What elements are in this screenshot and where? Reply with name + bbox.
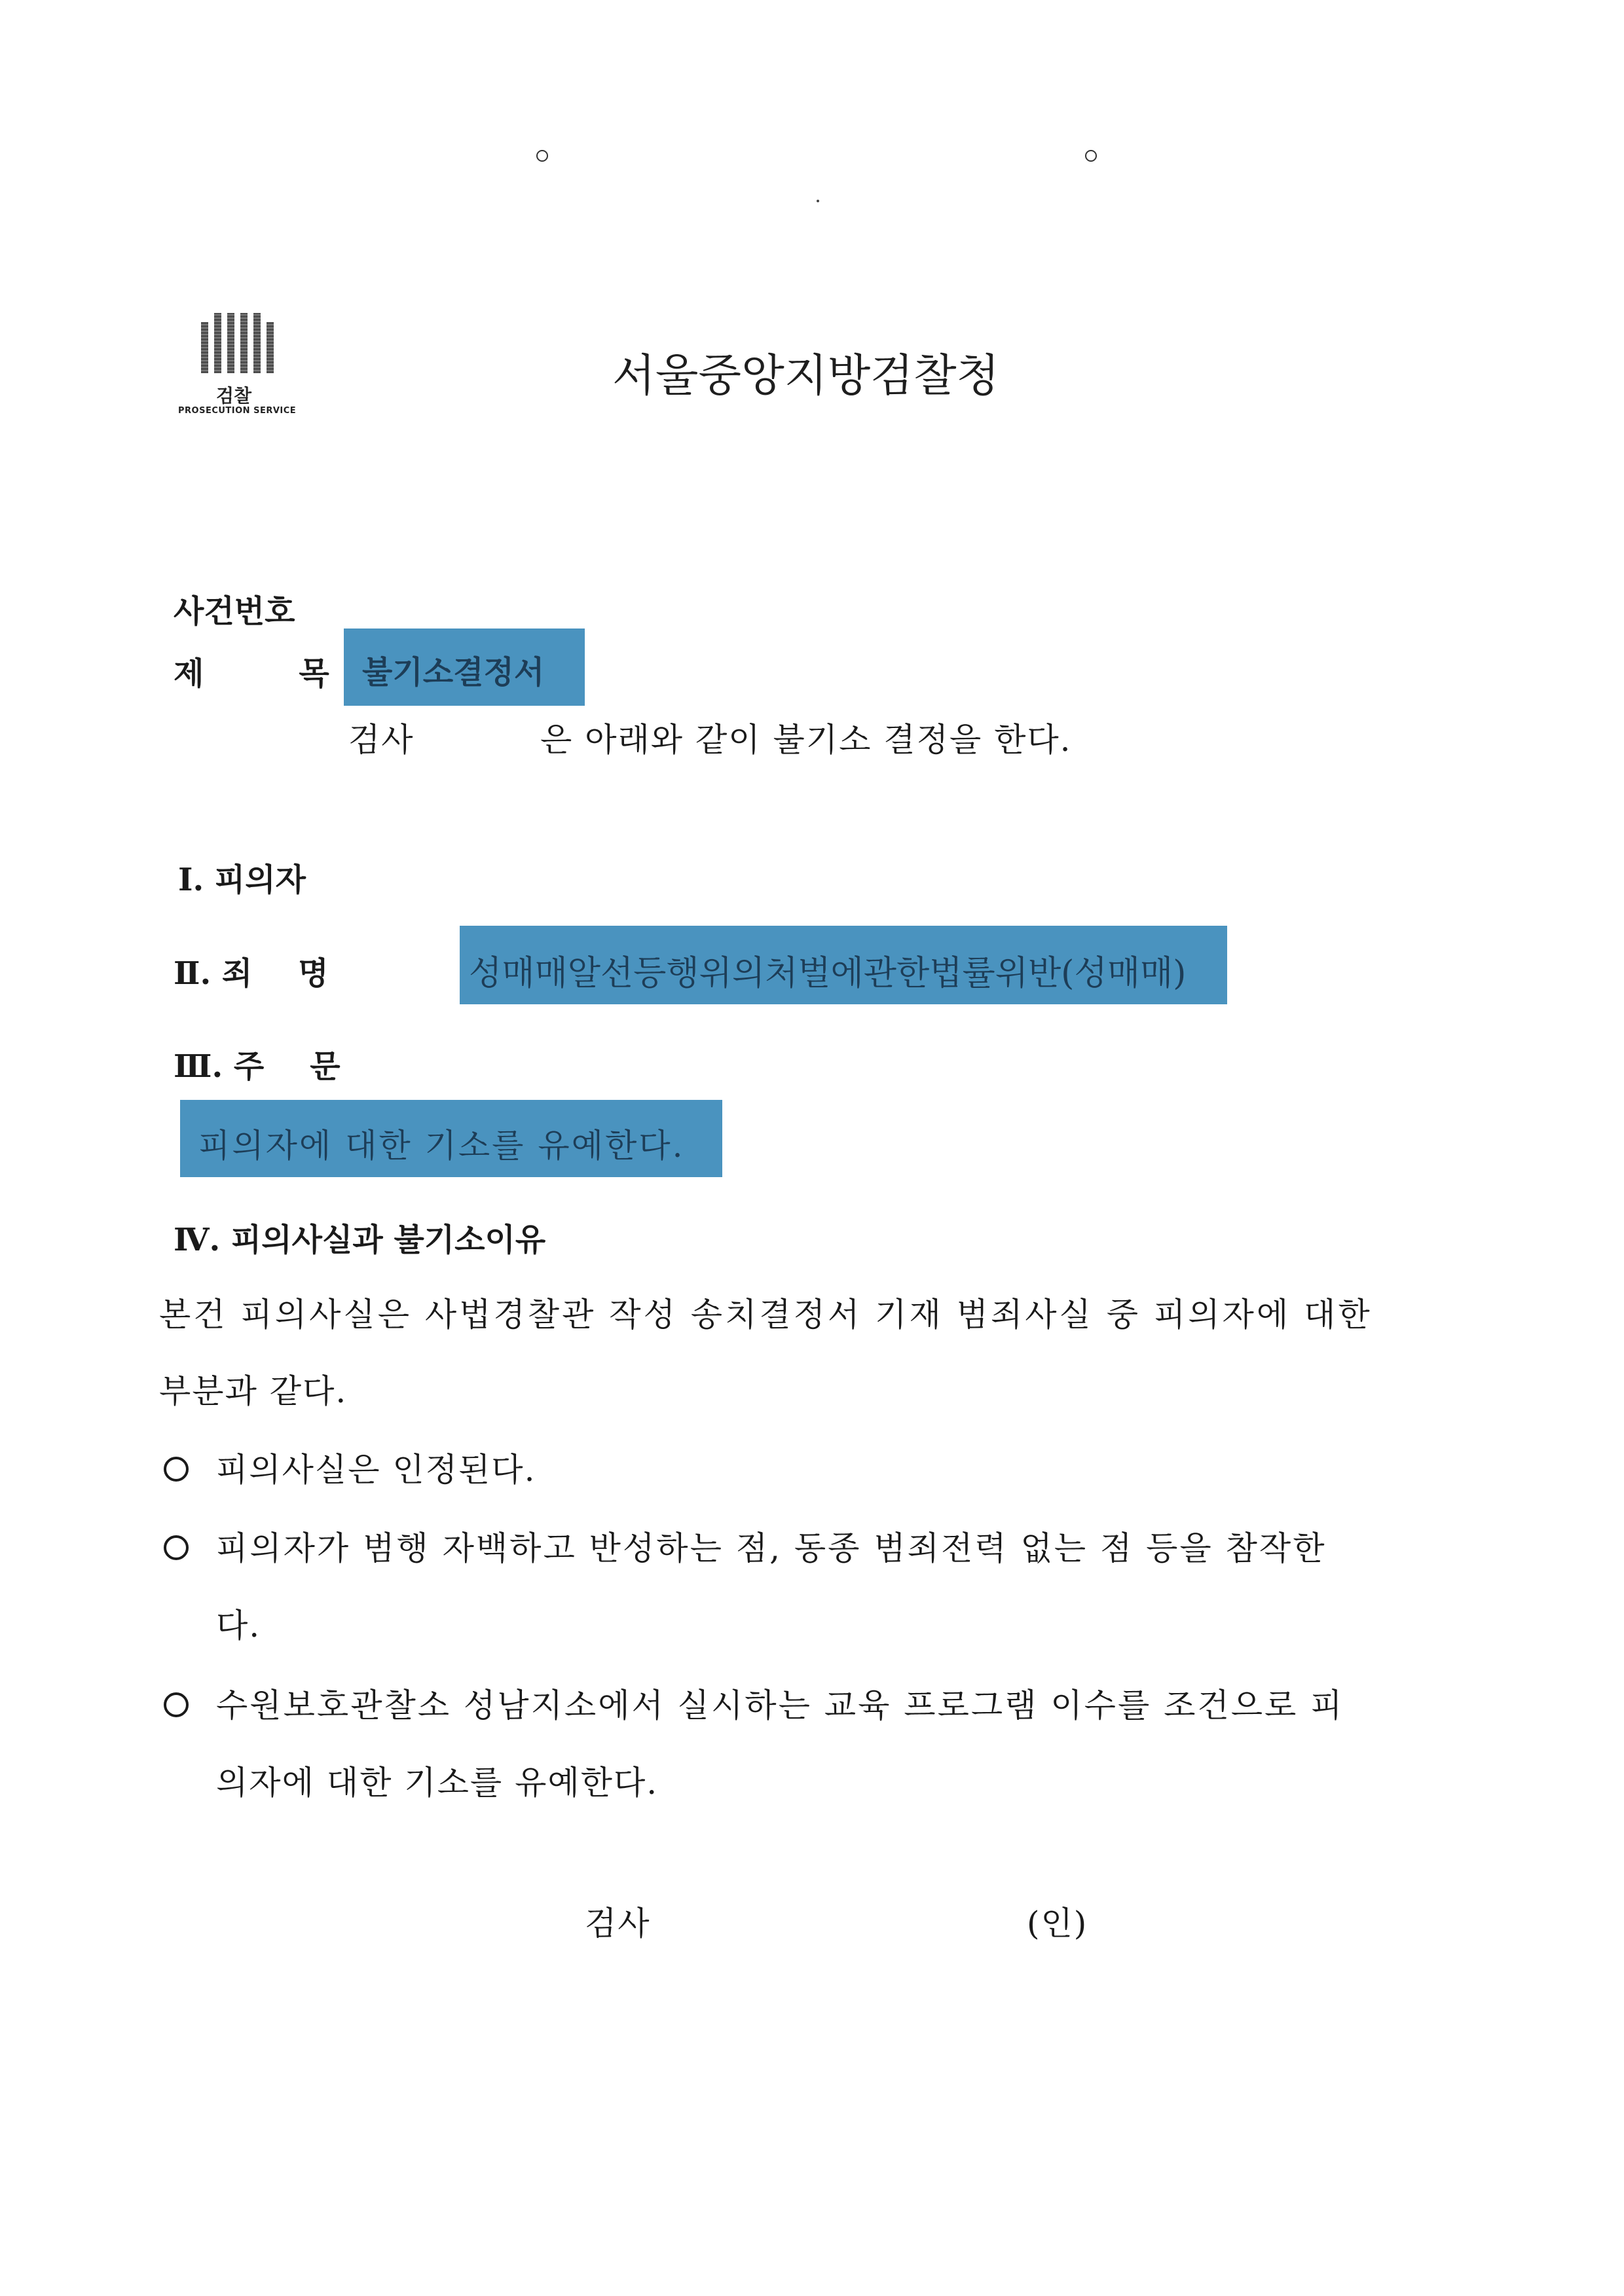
intro-prosecutor: 검사 [348, 721, 415, 759]
reasons-line-1: 본건 피의사실은 사법경찰관 작성 송치결정서 기재 범죄사실 중 피의자에 대한 [159, 1296, 1373, 1334]
case-number-label: 사건번호 [174, 593, 295, 630]
signature-seal: (인) [1027, 1904, 1088, 1942]
bullet-3-text: 수원보호관찰소 성남지소에서 실시하는 교육 프로그램 이수를 조건으로 피 [216, 1686, 1344, 1724]
bullet-1-text: 피의사실은 인정된다. [216, 1451, 536, 1489]
bullet-3-text-cont: 의자에 대한 기소를 유예한다. [216, 1764, 659, 1802]
document-title: 불기소결정서 [362, 654, 545, 691]
charge-value: 성매매알선등행위의처벌에관한법률위반(성매매) [469, 954, 1187, 993]
logo-english-text: PROSECUTION SERVICE [178, 406, 297, 416]
bullet-2-text: 피의자가 범행 자백하고 반성하는 점, 동종 범죄전력 없는 점 등을 참작한 [216, 1529, 1327, 1567]
order-highlight [180, 1100, 722, 1177]
intro-statement: 은 아래와 같이 불기소 결정을 한다. [540, 721, 1072, 759]
bullet-1-icon [164, 1457, 189, 1482]
bullet-2-text-cont: 다. [216, 1607, 261, 1645]
logo-korean-text: 검찰 [216, 385, 252, 407]
charge-highlight [460, 926, 1227, 1004]
scan-speck [817, 200, 819, 202]
title-label: 제 목 [174, 655, 329, 692]
logo-bars-icon [201, 313, 274, 373]
section-order-label: Ⅲ. 주 문 [174, 1048, 341, 1085]
office-title: 서울중앙지방검찰청 [612, 350, 1000, 402]
scan-dot-left [536, 150, 548, 162]
section-suspect: Ⅰ. 피의자 [178, 862, 306, 898]
bullet-3-icon [164, 1692, 189, 1717]
signature-prosecutor: 검사 [585, 1904, 651, 1942]
section-charge-label: Ⅱ. 죄 명 [174, 955, 329, 992]
title-highlight [344, 629, 585, 706]
section-reasons-label: Ⅳ. 피의사실과 불기소이유 [174, 1222, 546, 1258]
scan-dot-right [1085, 150, 1097, 162]
order-value: 피의자에 대한 기소를 유예한다. [198, 1127, 685, 1165]
prosecution-logo [178, 313, 303, 437]
bullet-2-icon [164, 1535, 189, 1560]
reasons-line-2: 부분과 같다. [159, 1372, 348, 1410]
